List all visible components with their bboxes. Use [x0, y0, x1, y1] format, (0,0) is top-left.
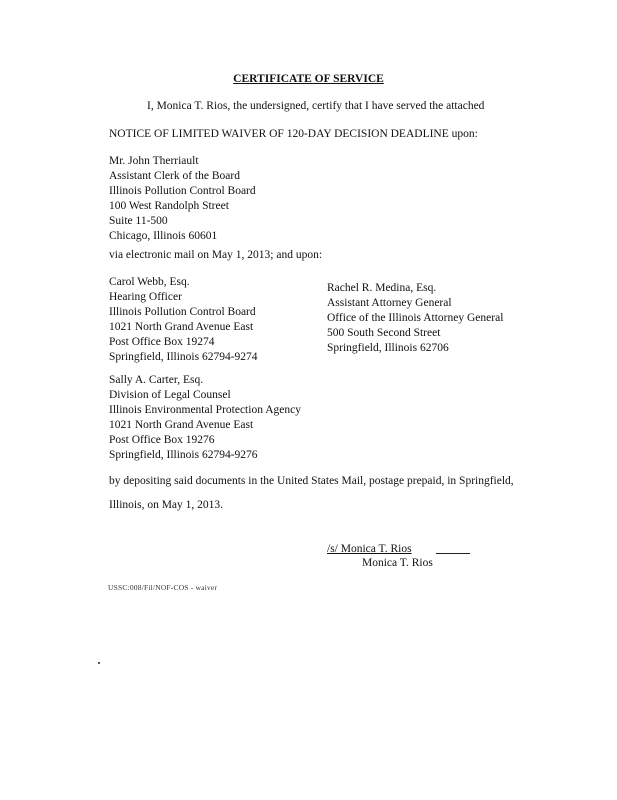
address-line: 1021 North Grand Avenue East	[109, 419, 254, 431]
document-title: CERTIFICATE OF SERVICE	[233, 73, 384, 85]
address-line: Post Office Box 19276	[109, 434, 215, 446]
address-line: Carol Webb, Esq.	[109, 276, 190, 288]
address-line: Springfield, Illinois 62794-9274	[109, 351, 258, 363]
address-line: Suite 11-500	[109, 215, 168, 227]
address-line: Illinois Pollution Control Board	[109, 185, 256, 197]
address-line: Rachel R. Medina, Esq.	[327, 282, 437, 294]
address-line: Hearing Officer	[109, 291, 182, 303]
address-line: Assistant Attorney General	[327, 297, 452, 309]
address-line: 100 West Randolph Street	[109, 200, 229, 212]
signer-name: Monica T. Rios	[362, 557, 433, 569]
address-line: Illinois Pollution Control Board	[109, 306, 256, 318]
address-line: Division of Legal Counsel	[109, 389, 231, 401]
address-line: Mr. John Therriault	[109, 155, 199, 167]
address-line: Sally A. Carter, Esq.	[109, 374, 204, 386]
address-line: Office of the Illinois Attorney General	[327, 312, 504, 324]
address-line: Chicago, Illinois 60601	[109, 230, 218, 242]
electronic-signature: /s/ Monica T. Rios	[327, 543, 412, 555]
deposit-line: by depositing said documents in the United States Mail, postage prepaid, in Springfield,	[109, 475, 514, 487]
signature-rule	[436, 553, 470, 554]
address-line: Springfield, Illinois 62706	[327, 342, 449, 354]
recipient-block-attorney-general	[327, 281, 503, 356]
notice-line: NOTICE OF LIMITED WAIVER OF 120-DAY DECISION DEADLINE upon:	[109, 128, 478, 140]
address-line: 1021 North Grand Avenue East	[109, 321, 254, 333]
address-line: Post Office Box 19274	[109, 336, 215, 348]
address-line: 500 South Second Street	[327, 327, 441, 339]
address-line: Illinois Environmental Protection Agency	[109, 404, 301, 416]
via-line: via electronic mail on May 1, 2013; and upon:	[109, 249, 323, 261]
intro-line: I, Monica T. Rios, the undersigned, certify that I have served the attached	[147, 100, 485, 112]
address-line: Springfield, Illinois 62794-9276	[109, 449, 258, 461]
date-line: Illinois, on May 1, 2013.	[109, 499, 224, 511]
recipient-block-hearing-officer	[109, 275, 258, 365]
scan-speck	[98, 662, 100, 664]
recipient-block-clerk	[109, 154, 256, 244]
recipient-block-epa	[109, 373, 301, 463]
document-reference: USSC:008/Fil/NOF-COS - waiver	[108, 583, 218, 592]
address-line: Assistant Clerk of the Board	[109, 170, 240, 182]
